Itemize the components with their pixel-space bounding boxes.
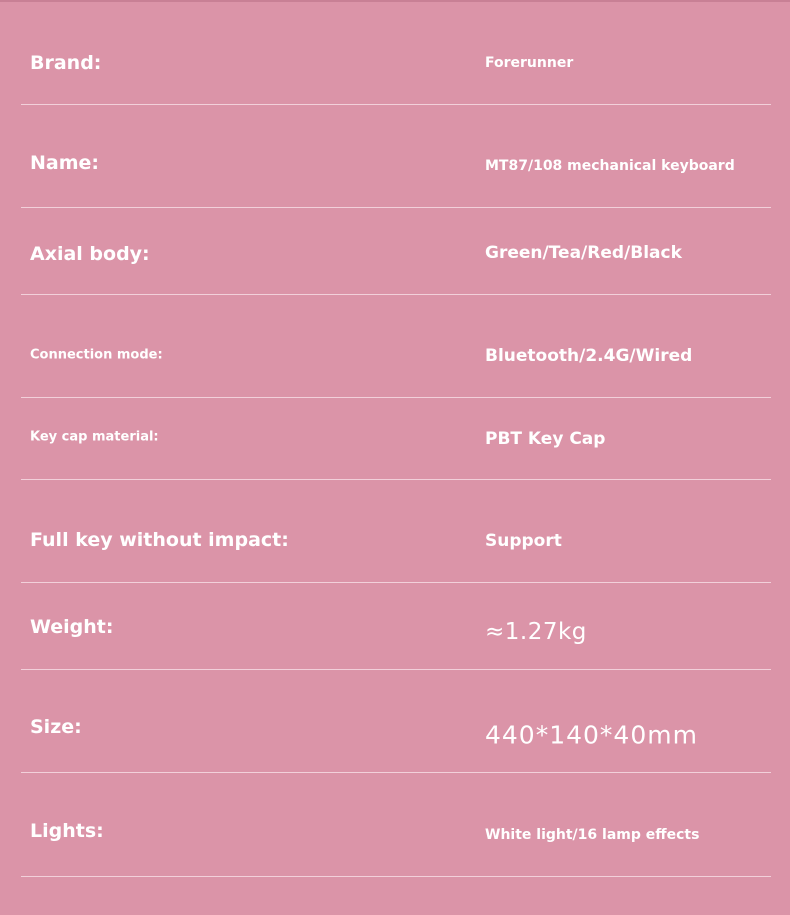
divider [21, 772, 771, 773]
spec-label-connection-mode: Connection mode: [30, 347, 163, 363]
spec-value-brand: Forerunner [485, 55, 574, 71]
spec-label-key-cap-material: Key cap material: [30, 429, 159, 445]
divider [21, 479, 771, 480]
spec-value-connection-mode: Bluetooth/2.4G/Wired [485, 346, 693, 366]
divider [21, 669, 771, 670]
divider [21, 582, 771, 583]
spec-label-size: Size: [30, 716, 82, 738]
spec-value-name: MT87/108 mechanical keyboard [485, 158, 735, 174]
spec-label-name: Name: [30, 152, 100, 174]
spec-value-weight: ≈1.27kg [485, 619, 587, 645]
divider [21, 397, 771, 398]
divider [21, 207, 771, 208]
spec-label-lights: Lights: [30, 820, 104, 842]
divider [21, 294, 771, 295]
spec-label-weight: Weight: [30, 616, 114, 638]
spec-label-brand: Brand: [30, 52, 102, 74]
spec-value-key-cap-material: PBT Key Cap [485, 429, 606, 449]
spec-value-full-key: Support [485, 531, 562, 551]
spec-label-full-key: Full key without impact: [30, 529, 289, 551]
spec-value-lights: White light/16 lamp effects [485, 827, 700, 843]
spec-value-axial-body: Green/Tea/Red/Black [485, 243, 682, 263]
spec-value-size: 440*140*40mm [485, 720, 698, 750]
spec-label-axial-body: Axial body: [30, 243, 150, 265]
divider [21, 104, 771, 105]
top-edge [0, 0, 790, 2]
divider [21, 876, 771, 877]
